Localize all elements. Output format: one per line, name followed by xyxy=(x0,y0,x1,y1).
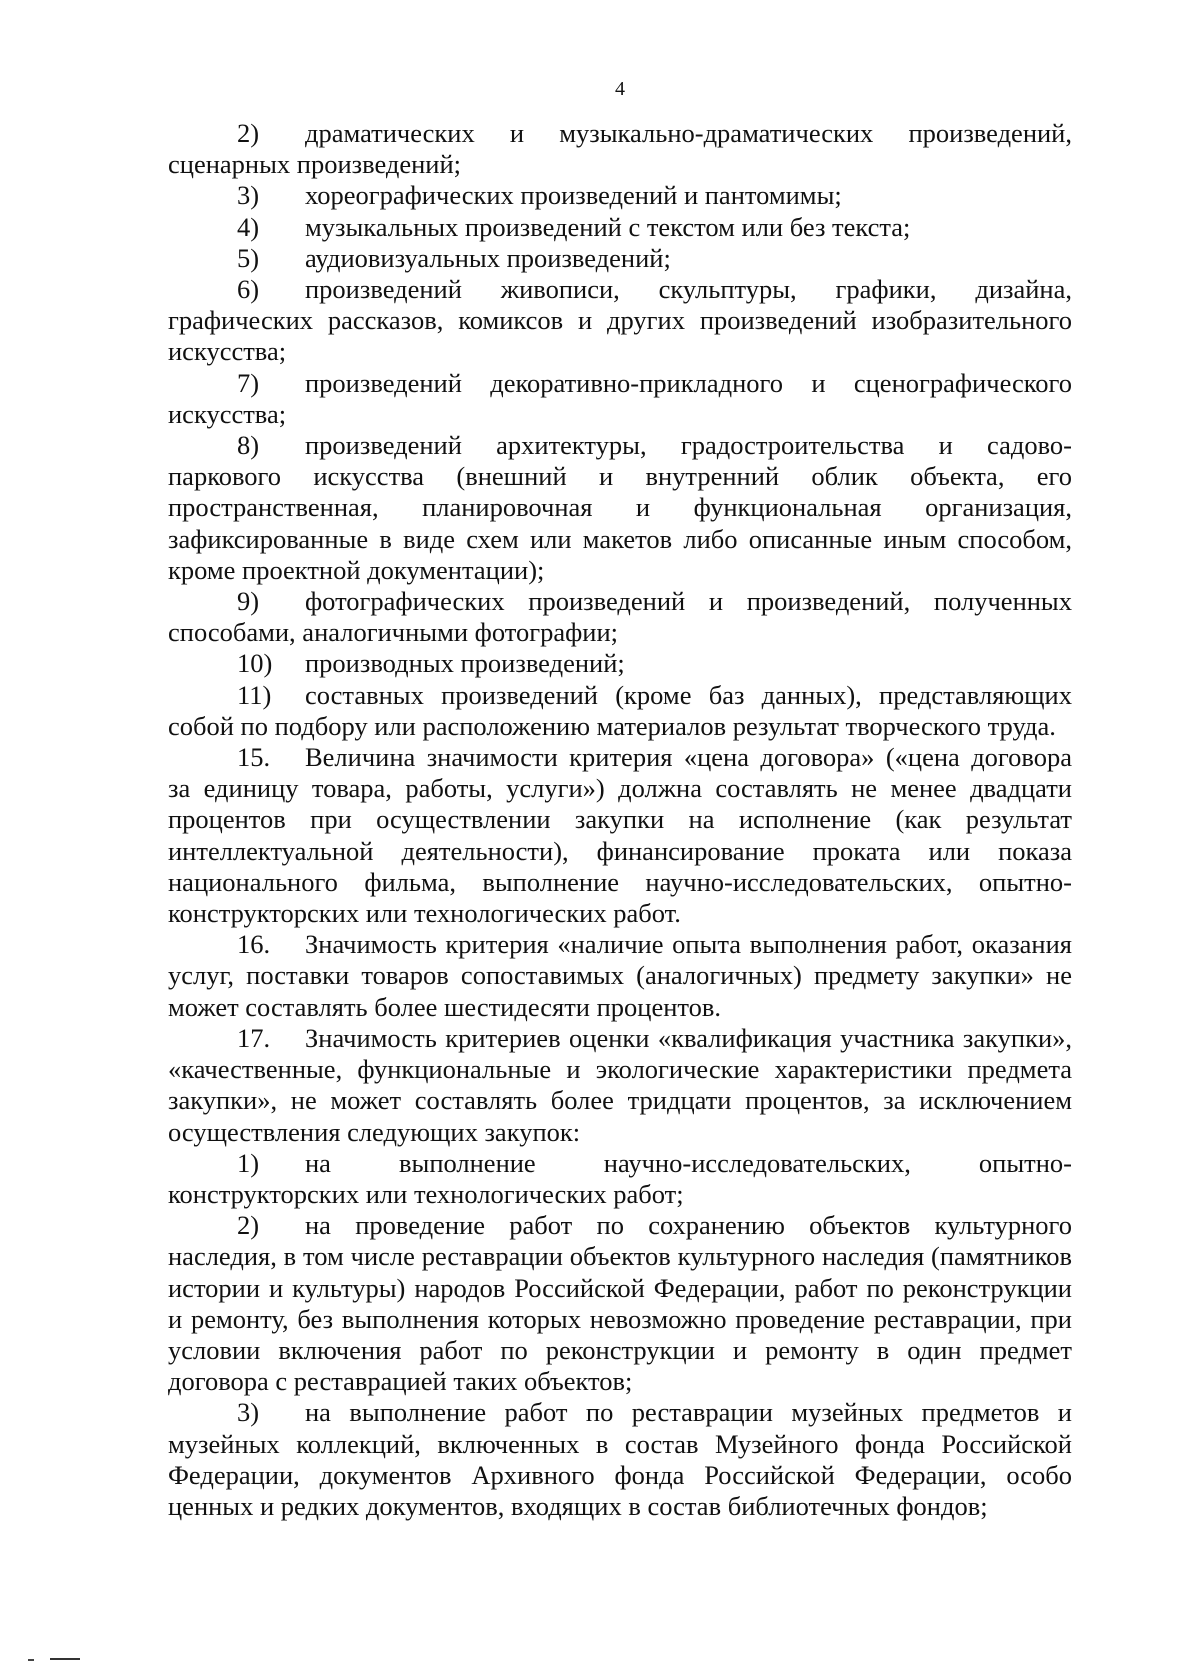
item-number: 7) xyxy=(237,367,260,398)
item-number: 3) xyxy=(237,1397,260,1428)
clause-number: 17. xyxy=(237,1022,271,1053)
item-text: на выполнение научно-исследовательских, опытно-конструкторских или технологических работ; xyxy=(168,1147,1072,1209)
item-number: 9) xyxy=(237,586,260,617)
clause-number: 15. xyxy=(237,742,271,773)
item-text: музыкальных произведений с текстом или без текста; xyxy=(305,211,911,242)
list-item xyxy=(168,648,1072,679)
list-item xyxy=(168,1210,1072,1397)
item-text: аудиовизуальных произведений; xyxy=(305,242,671,273)
item-text: драматических и музыкально-драматических произведений, сценарных произведений; xyxy=(168,118,1072,180)
list-item xyxy=(168,430,1072,586)
scan-artifact xyxy=(28,1659,34,1661)
clause-paragraph xyxy=(168,929,1072,1023)
list-item xyxy=(168,680,1072,742)
list-item xyxy=(168,243,1072,274)
document-body xyxy=(168,118,1072,1522)
list-item xyxy=(168,274,1072,368)
item-text: произведений живописи, скульптуры, графики, дизайна, графических рассказов, комиксов и других произведений изобразительного искусства; xyxy=(168,274,1072,367)
list-item xyxy=(168,1397,1072,1522)
item-text: производных произведений; xyxy=(305,648,625,679)
list-item xyxy=(168,118,1072,180)
page-number: 4 xyxy=(615,78,625,100)
item-number: 5) xyxy=(237,242,260,273)
item-number: 2) xyxy=(237,1210,260,1241)
item-number: 10) xyxy=(237,648,273,679)
item-number: 11) xyxy=(237,679,272,710)
clause-number: 16. xyxy=(237,929,271,960)
item-text: произведений архитектуры, градостроительства и садово-паркового искусства (внешний и внутренний облик объекта, его пространственная, планировочная и функциональная организация, зафиксированные в виде схем или макетов либо описанные иным способом, кроме проектной документации); xyxy=(168,430,1072,585)
item-number: 1) xyxy=(237,1147,260,1178)
list-item xyxy=(168,586,1072,648)
list-item xyxy=(168,368,1072,430)
clause-text: Значимость критерия «наличие опыта выполнения работ, оказания услуг, поставки товаров сопоставимых (аналогичных) предмету закупки» не может составлять более шестидесяти процентов. xyxy=(168,929,1072,1022)
list-item xyxy=(168,1148,1072,1210)
item-number: 3) xyxy=(237,180,260,211)
item-number: 6) xyxy=(237,274,260,305)
item-text: на выполнение работ по реставрации музейных предметов и музейных коллекций, включенных в состав Музейного фонда Российской Федерации, документов Архивного фонда Российской Федерации, особо ценных и редких документов, входящих в состав библиотечных фондов; xyxy=(168,1397,1072,1521)
list-item xyxy=(168,212,1072,243)
item-text: произведений декоративно-прикладного и сценографического искусства; xyxy=(168,367,1072,429)
item-number: 4) xyxy=(237,211,260,242)
item-text: составных произведений (кроме баз данных), представляющих собой по подбору или расположению материалов результат творческого труда. xyxy=(168,679,1072,741)
clause-paragraph xyxy=(168,1023,1072,1148)
item-text: фотографических произведений и произведений, полученных способами, аналогичными фотографии; xyxy=(168,586,1072,648)
scan-artifact xyxy=(50,1658,80,1660)
item-text: хореографических произведений и пантомимы; xyxy=(305,180,842,211)
item-text: на проведение работ по сохранению объектов культурного наследия, в том числе реставрации объектов культурного наследия (памятников истории и культуры) народов Российской Федерации, работ по реконструкции и ремонту, без выполнения которых невозможно проведение реставрации, при условии включения работ по реконструкции и ремонту в один предмет договора с реставрацией таких объектов; xyxy=(168,1210,1072,1397)
item-number: 2) xyxy=(237,118,260,148)
item-number: 8) xyxy=(237,430,260,461)
clause-paragraph xyxy=(168,742,1072,929)
clause-text: Величина значимости критерия «цена договора» («цена договора за единицу товара, работы, услуги») должна составлять не менее двадцати процентов при осуществлении закупки на исполнение (как результат интеллектуальной деятельности), финансирование проката или показа национального фильма, выполнение научно-исследовательских, опытно-конструкторских или технологических работ. xyxy=(168,742,1072,929)
list-item xyxy=(168,180,1072,211)
clause-text: Значимость критериев оценки «квалификация участника закупки», «качественные, функциональные и экологические характеристики предмета закупки», не может составлять более тридцати процентов, за исключением осуществления следующих закупок: xyxy=(168,1022,1072,1147)
